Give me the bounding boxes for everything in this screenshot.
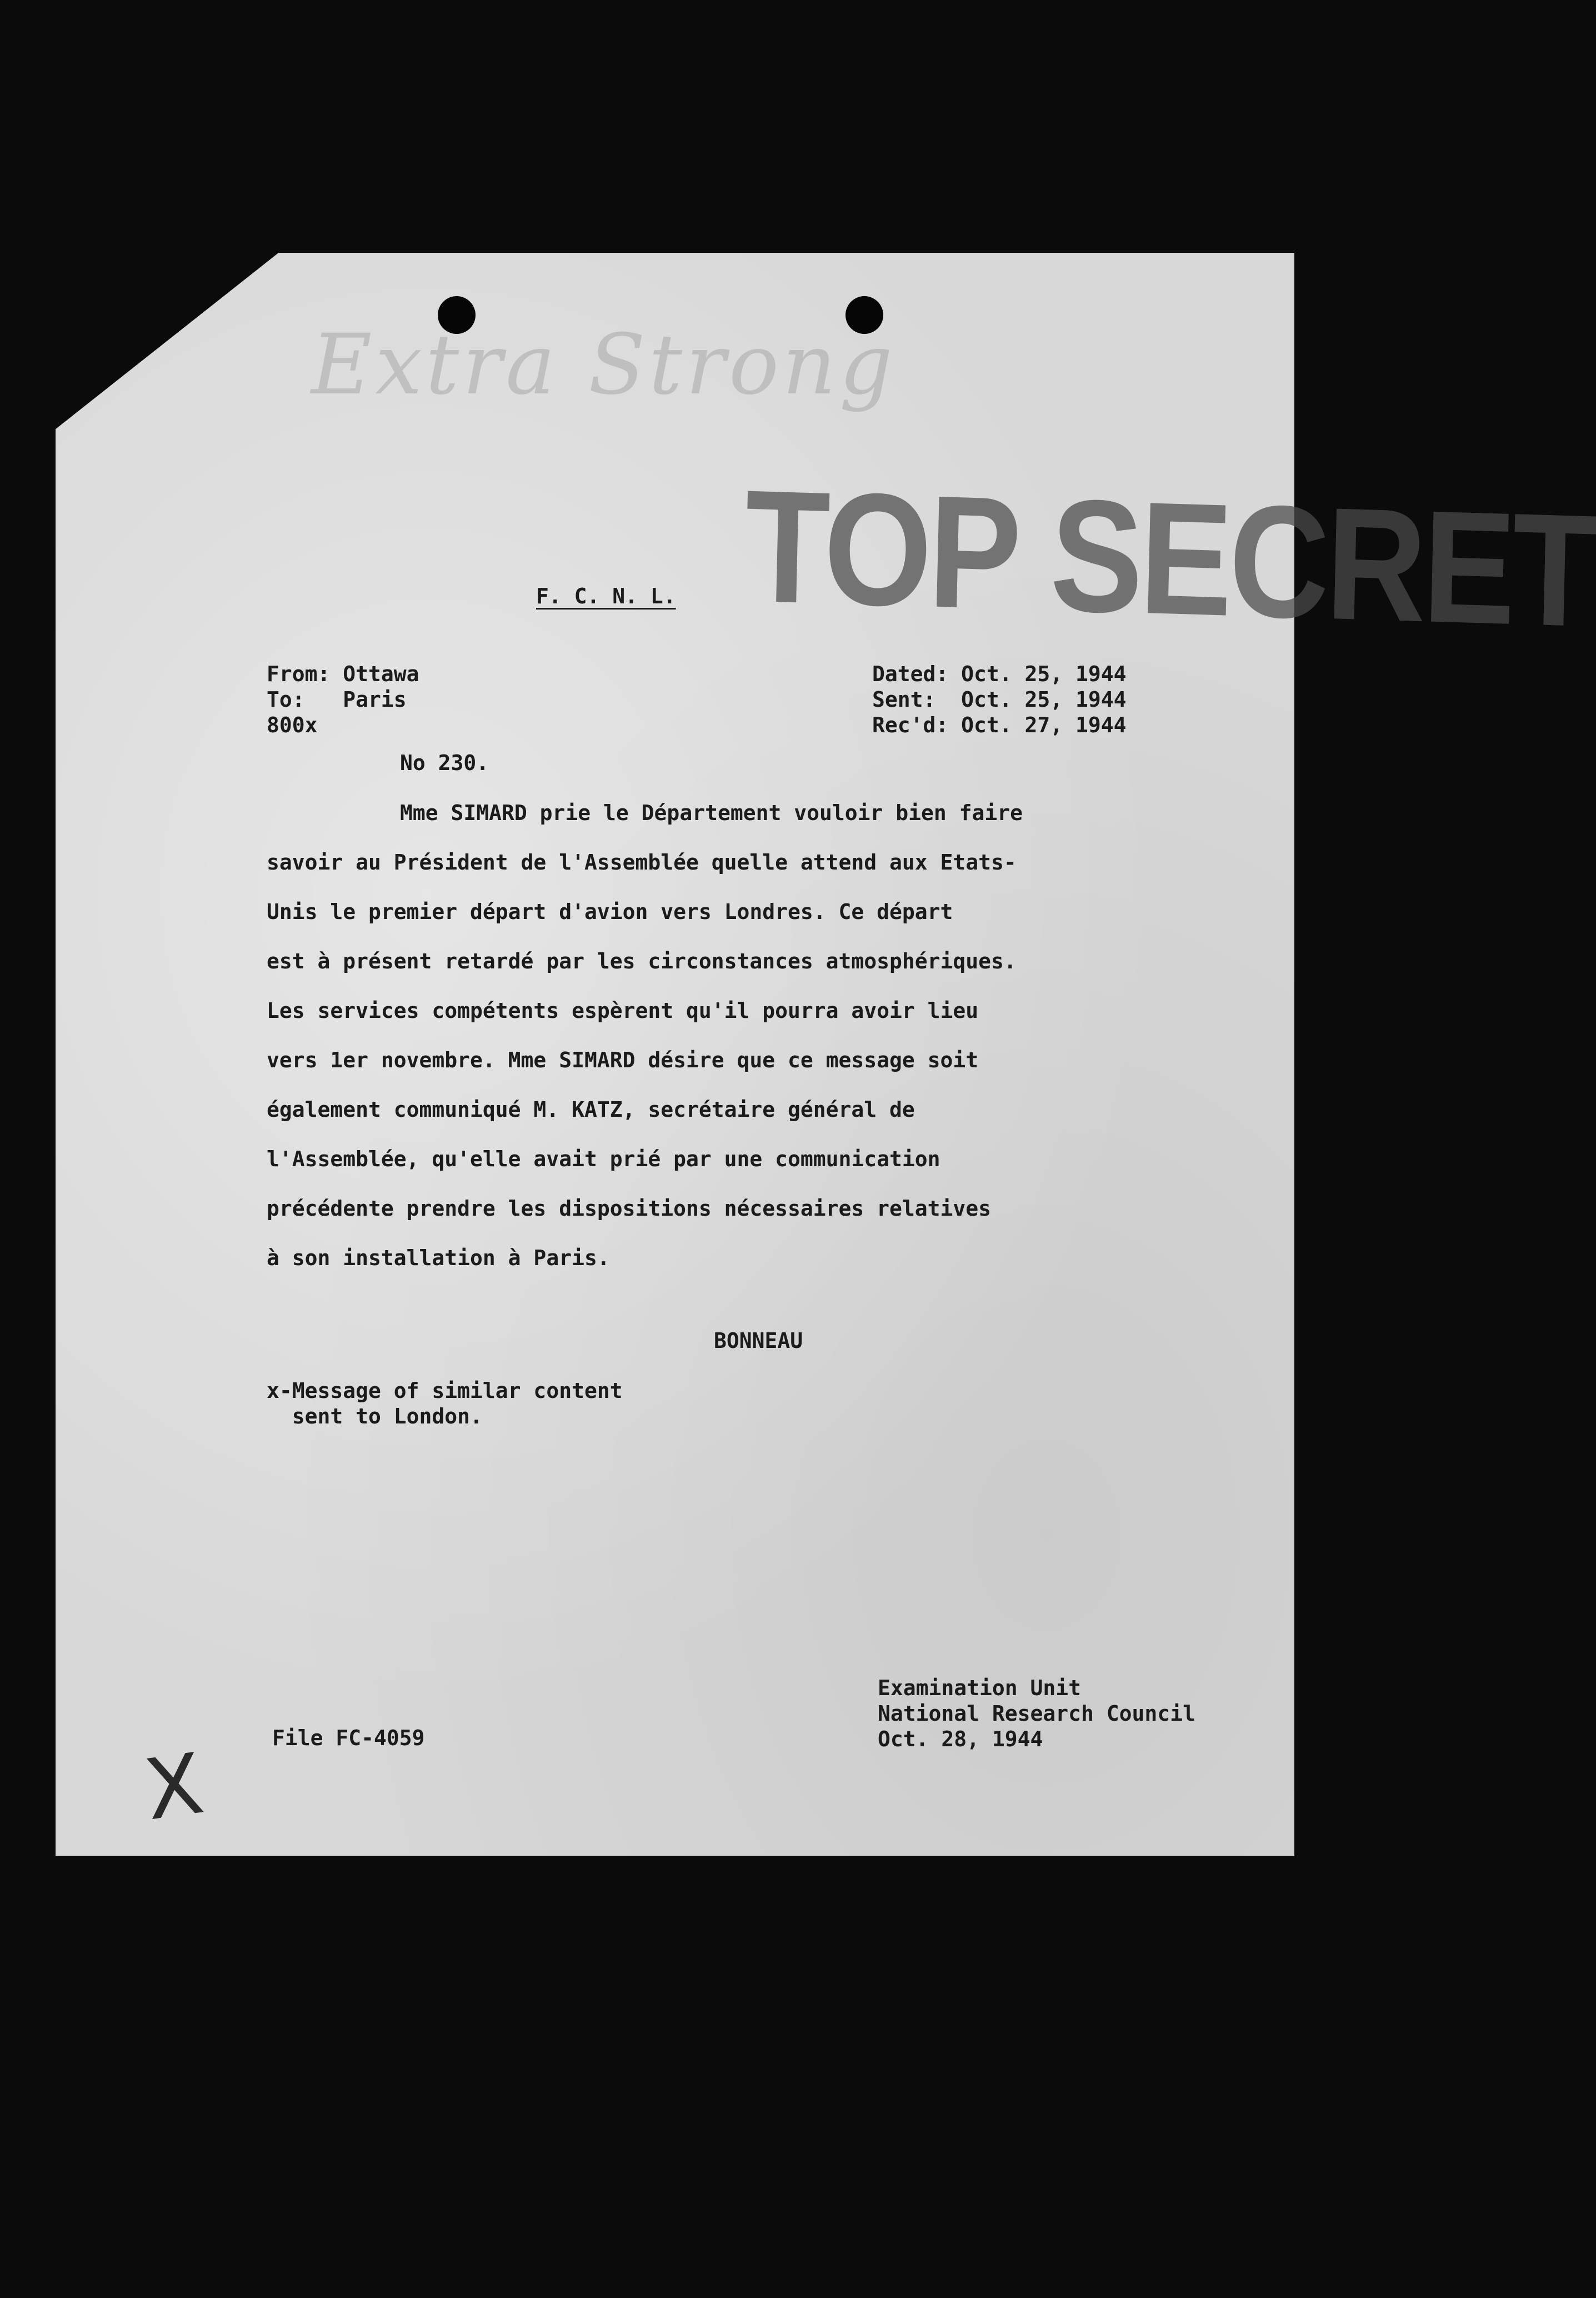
dated-line: Dated: Oct. 25, 1944: [872, 662, 1127, 686]
routing-block: [267, 661, 419, 738]
note-line: sent to London.: [267, 1404, 483, 1428]
stamp-text: TOP SECRET: [743, 456, 1596, 661]
body-line: à son installation à Paris.: [267, 1246, 610, 1270]
body-line: l'Assemblée, qu'elle avait prié par une communication: [267, 1147, 940, 1171]
body-line: précédente prendre les dispositions nécessaires relatives: [267, 1196, 992, 1221]
message-body: [267, 750, 1150, 1295]
body-line: Les services compétents espèrent qu'il pourra avoir lieu: [267, 998, 979, 1023]
file-reference: File FC-4059: [272, 1726, 425, 1750]
message-number: No 230.: [400, 751, 489, 775]
note-line: x-Message of similar content: [267, 1378, 623, 1403]
distribution-note: [267, 1378, 623, 1429]
received-line: Rec'd: Oct. 27, 1944: [872, 713, 1127, 737]
to-line: To: Paris: [267, 687, 407, 712]
body-line: est à présent retardé par les circonstances atmosphériques.: [267, 949, 1017, 973]
from-line: From: Ottawa: [267, 662, 419, 686]
handwritten-x-mark: X: [139, 1735, 209, 1840]
body-line: Mme SIMARD prie le Département vouloir bien faire: [400, 801, 1023, 825]
body-line: savoir au Président de l'Assemblée quelle attend aux Etats-: [267, 850, 1017, 875]
unit-date: Oct. 28, 1944: [878, 1727, 1043, 1751]
signature: BONNEAU: [714, 1328, 803, 1353]
date-block: [872, 661, 1127, 738]
unit-line: National Research Council: [878, 1701, 1195, 1726]
body-line: Unis le premier départ d'avion vers Londres. Ce départ: [267, 900, 953, 924]
body-line: également communiqué M. KATZ, secrétaire général de: [267, 1097, 915, 1122]
unit-line: Examination Unit: [878, 1676, 1082, 1700]
top-secret-stamp: [743, 450, 1596, 661]
handwritten-annotation: Extra Strong: [311, 317, 896, 413]
examination-unit-block: [878, 1675, 1195, 1752]
document-header-title: F. C. N. L.: [536, 584, 676, 608]
body-line: vers 1er novembre. Mme SIMARD désire que ce message soit: [267, 1048, 979, 1072]
sent-line: Sent: Oct. 25, 1944: [872, 687, 1127, 712]
reference-line: 800x: [267, 713, 318, 737]
